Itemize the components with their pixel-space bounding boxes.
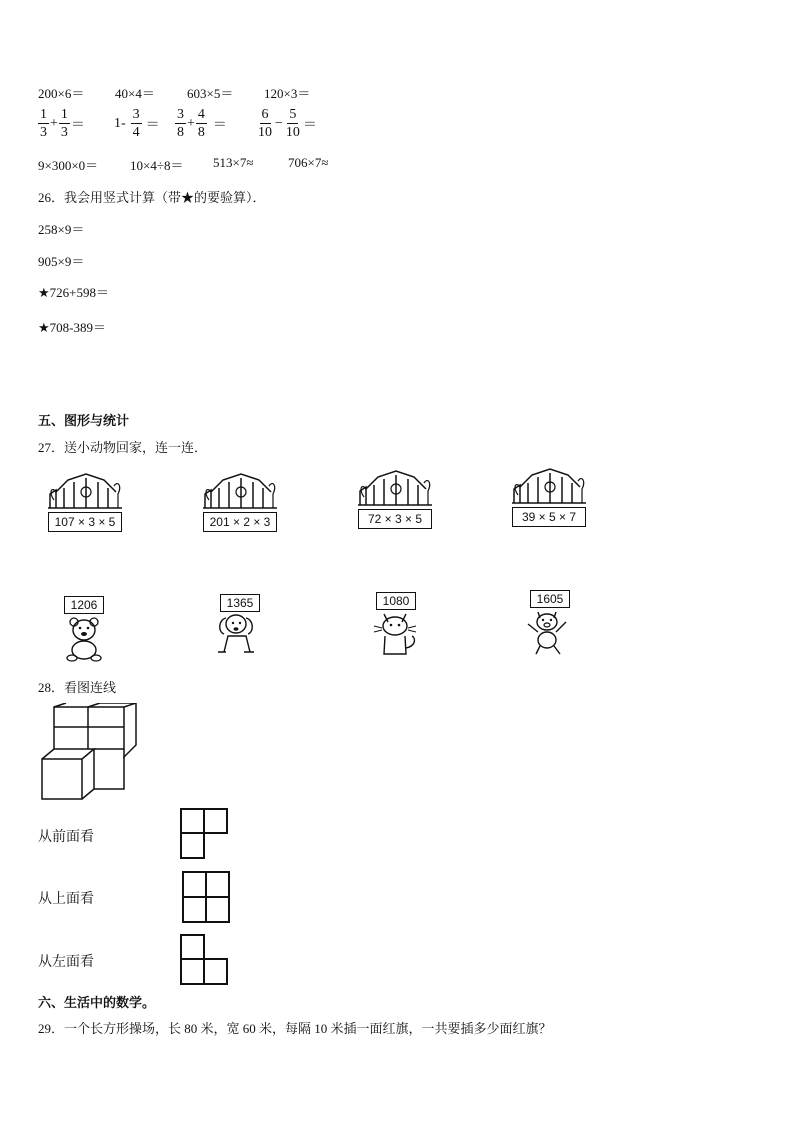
animal-cat bbox=[370, 592, 430, 662]
fraction-expression: $\frac{1}{3}$ + $\frac{1}{3}$ ＝ bbox=[40, 107, 85, 140]
view-square bbox=[203, 958, 228, 985]
house bbox=[356, 467, 436, 529]
animal-bear bbox=[58, 596, 118, 666]
cube-stack-figure bbox=[38, 703, 138, 803]
fraction: $\frac{4}{8}$ bbox=[197, 107, 205, 140]
view-square bbox=[205, 871, 230, 898]
oral-item: 9×300×0＝ bbox=[38, 158, 99, 173]
question-29-title: 29．一个长方形操场，长 80 米，宽 60 米，每隔 10 米插一面红旗，一共要插多少面红旗？ bbox=[38, 1021, 552, 1036]
dog-icon bbox=[214, 612, 264, 660]
animal-label: 1206 bbox=[64, 596, 104, 614]
oral-item: 513×7≈ bbox=[213, 155, 254, 170]
view-label-top: 从上面看 bbox=[38, 891, 94, 907]
fraction-expression: $\frac{3}{8}$ + $\frac{4}{8}$ ＝ bbox=[177, 107, 227, 140]
fraction: $\frac{1}{3}$ bbox=[40, 107, 47, 140]
oral-item: 120×3＝ bbox=[264, 86, 311, 101]
section-5-heading: 五、图形与统计 bbox=[38, 413, 130, 428]
question-28-title: 28．看图连线 bbox=[38, 680, 117, 695]
fraction-expression: 1- $\frac{3}{4}$ ＝ bbox=[114, 107, 160, 140]
house-drawing bbox=[201, 470, 281, 514]
section-6-heading: 六、生活中的数学。 bbox=[38, 995, 156, 1010]
view-label-left: 从左面看 bbox=[38, 954, 94, 970]
view-square bbox=[180, 958, 205, 985]
animal-dog bbox=[214, 594, 274, 664]
oral-item: 40×4＝ bbox=[115, 86, 155, 101]
view-square bbox=[205, 896, 230, 923]
view-square bbox=[182, 871, 207, 898]
house-label: 201 × 2 × 3 bbox=[203, 512, 277, 532]
house-label: 39 × 5 × 7 bbox=[512, 507, 586, 527]
house-drawing bbox=[510, 465, 590, 509]
question-26-title: 26．我会用竖式计算（带★的要验算）． bbox=[38, 190, 266, 205]
vertical-calc-item: ★726+598＝ bbox=[38, 285, 109, 300]
view-square bbox=[180, 808, 205, 834]
fraction: $\frac{3}{4}$ bbox=[132, 107, 140, 140]
view-square bbox=[203, 808, 228, 834]
fraction: $\frac{6}{10}$ bbox=[258, 107, 272, 140]
view-square bbox=[182, 896, 207, 923]
house-drawing bbox=[46, 470, 126, 514]
house-label: 107 × 3 × 5 bbox=[48, 512, 122, 532]
house bbox=[510, 465, 590, 527]
oral-item: 603×5＝ bbox=[187, 86, 234, 101]
view-square bbox=[180, 832, 205, 859]
animal-label: 1605 bbox=[530, 590, 570, 608]
vertical-calc-item: ★708-389＝ bbox=[38, 320, 106, 335]
fraction: $\frac{3}{8}$ bbox=[177, 107, 184, 140]
vertical-calc-item: 905×9＝ bbox=[38, 254, 85, 269]
animal-label: 1365 bbox=[220, 594, 260, 612]
fraction: $\frac{5}{10}$ bbox=[285, 107, 300, 140]
question-27-title: 27．送小动物回家，连一连． bbox=[38, 440, 208, 455]
oral-item: 10×4÷8＝ bbox=[130, 158, 184, 173]
animal-pig bbox=[524, 590, 584, 660]
vertical-calc-item: 258×9＝ bbox=[38, 222, 85, 237]
house bbox=[46, 470, 126, 532]
animal-label: 1080 bbox=[376, 592, 416, 610]
house bbox=[201, 470, 281, 532]
fraction: $\frac{1}{3}$ bbox=[60, 107, 68, 140]
pig-icon bbox=[524, 608, 574, 658]
bear-icon bbox=[60, 614, 110, 662]
view-label-front: 从前面看 bbox=[38, 829, 94, 845]
house-label: 72 × 3 × 5 bbox=[358, 509, 432, 529]
cat-icon bbox=[372, 610, 422, 658]
oral-item: 200×6＝ bbox=[38, 86, 85, 101]
oral-item: 706×7≈ bbox=[288, 155, 329, 170]
view-square bbox=[180, 934, 205, 960]
fraction-expression: $\frac{6}{10}$ − $\frac{5}{10}$ ＝ bbox=[258, 107, 317, 140]
house-drawing bbox=[356, 467, 436, 511]
